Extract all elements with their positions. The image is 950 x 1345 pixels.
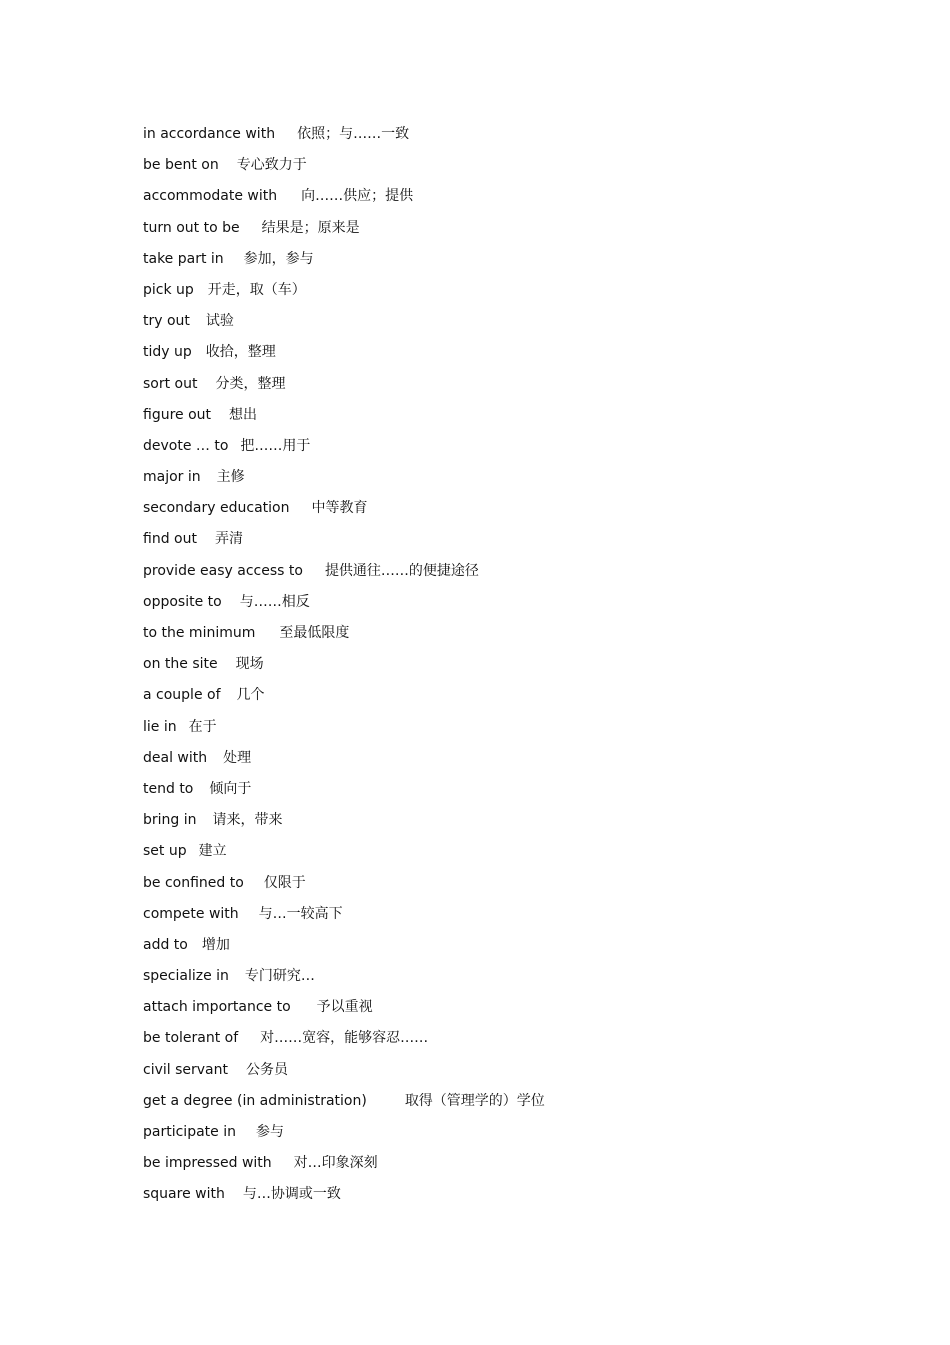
phrase-term: lie in (143, 718, 177, 735)
phrase-meaning: 主修 (216, 469, 245, 486)
list-item (143, 746, 903, 777)
phrase-term: on the site (143, 656, 218, 673)
phrase-term: be tolerant of (143, 1030, 239, 1047)
phrase-term: figure out (143, 406, 212, 423)
list-item (143, 777, 903, 808)
list-item (143, 933, 903, 964)
phrase-meaning: 取得（管理学的）学位 (404, 1092, 545, 1109)
phrase-term: be confined to (143, 874, 244, 891)
list-item (143, 871, 903, 902)
list-item (143, 184, 903, 215)
phrase-meaning: 建立 (198, 843, 227, 860)
list-item (143, 1058, 903, 1089)
phrase-meaning: 对……宽容，能够容忍…… (260, 1030, 429, 1047)
phrase-term: compete with (143, 905, 239, 922)
list-item (143, 309, 903, 340)
phrase-term: bring in (143, 812, 197, 829)
phrase-meaning: 向……供应；提供 (301, 188, 414, 205)
phrase-meaning: 公务员 (246, 1061, 288, 1078)
phrase-meaning: 专心致力于 (236, 157, 307, 174)
phrase-term: be impressed with (143, 1155, 272, 1172)
phrase-meaning: 现场 (235, 656, 264, 673)
phrase-meaning: 参与 (255, 1124, 284, 1140)
phrase-term: a couple of (143, 687, 221, 704)
phrase-term: attach importance to (143, 999, 291, 1016)
phrase-meaning: 予以重视 (316, 999, 373, 1016)
list-item (143, 839, 903, 870)
phrase-term: tend to (143, 780, 194, 797)
list-item (143, 559, 903, 590)
phrase-meaning: 中等教育 (311, 500, 368, 517)
list-item (143, 403, 903, 434)
phrase-meaning: 把……用于 (240, 437, 311, 454)
phrase-term: try out (143, 313, 190, 330)
phrase-meaning: 倾向于 (209, 780, 252, 797)
list-item (143, 590, 903, 621)
phrase-term: sort out (143, 375, 198, 392)
phrase-meaning: 想出 (229, 406, 258, 423)
phrase-term: to the minimum (143, 625, 256, 641)
phrase-meaning: 与…一较高下 (258, 905, 343, 922)
phrase-meaning: 与…协调或一致 (242, 1186, 341, 1203)
phrase-term: secondary education (143, 500, 290, 517)
phrase-term: tidy up (143, 344, 192, 361)
phrase-meaning: 弄清 (214, 531, 243, 548)
list-item (143, 715, 903, 746)
phrase-term: add to (143, 936, 188, 953)
list-item (143, 1182, 903, 1213)
phrase-term: deal with (143, 749, 208, 766)
list-item (143, 995, 903, 1026)
phrase-term: square with (143, 1186, 225, 1203)
phrase-list (143, 122, 903, 1214)
list-item (143, 340, 903, 371)
phrase-meaning: 几个 (236, 687, 265, 704)
phrase-term: provide easy access to (143, 562, 303, 579)
phrase-term: be bent on (143, 157, 219, 174)
list-item (143, 434, 903, 465)
phrase-term: specialize in (143, 968, 229, 985)
phrase-meaning: 试验 (205, 313, 234, 330)
phrase-meaning: 专门研究… (244, 968, 315, 985)
phrase-meaning: 参加，参与 (243, 250, 314, 267)
phrase-meaning: 依照；与……一致 (297, 126, 410, 142)
phrase-meaning: 仅限于 (263, 874, 306, 891)
list-item (143, 1089, 903, 1120)
phrase-term: civil servant (143, 1061, 228, 1078)
list-item (143, 683, 903, 714)
list-item (143, 964, 903, 995)
list-item (143, 621, 903, 652)
list-item (143, 652, 903, 683)
list-item (143, 372, 903, 403)
list-item (143, 122, 903, 153)
phrase-meaning: 与……相反 (239, 593, 310, 610)
list-item (143, 808, 903, 839)
list-item (143, 465, 903, 496)
phrase-meaning: 对…印象深刻 (293, 1155, 378, 1172)
phrase-meaning: 增加 (201, 936, 230, 953)
phrase-meaning: 请来，带来 (212, 812, 283, 829)
phrase-meaning: 开走，取（车） (207, 281, 306, 298)
phrase-meaning: 分类，整理 (215, 375, 286, 392)
phrase-term: major in (143, 469, 201, 486)
list-item (143, 902, 903, 933)
phrase-meaning: 在于 (188, 718, 217, 735)
list-item (143, 1026, 903, 1057)
phrase-term: in accordance with (143, 126, 276, 142)
phrase-meaning: 处理 (223, 749, 252, 766)
phrase-term: pick up (143, 281, 194, 298)
phrase-term: find out (143, 531, 197, 548)
phrase-term: participate in (143, 1124, 236, 1140)
phrase-meaning: 至最低限度 (279, 625, 350, 641)
list-item (143, 1151, 903, 1182)
phrase-term: set up (143, 843, 187, 860)
phrase-meaning: 收拾，整理 (205, 344, 276, 361)
list-item (143, 1120, 903, 1151)
list-item (143, 247, 903, 278)
phrase-term: opposite to (143, 593, 222, 610)
phrase-meaning: 提供通往……的便捷途径 (324, 562, 479, 579)
list-item (143, 527, 903, 558)
phrase-term: turn out to be (143, 219, 240, 236)
phrase-term: devote … to (143, 437, 229, 454)
phrase-term: accommodate with (143, 188, 278, 205)
list-item (143, 216, 903, 247)
list-item (143, 278, 903, 309)
phrase-term: take part in (143, 250, 224, 267)
phrase-term: get a degree (in administration) (143, 1092, 367, 1109)
list-item (143, 153, 903, 184)
phrase-meaning: 结果是；原来是 (261, 219, 360, 236)
list-item (143, 496, 903, 527)
